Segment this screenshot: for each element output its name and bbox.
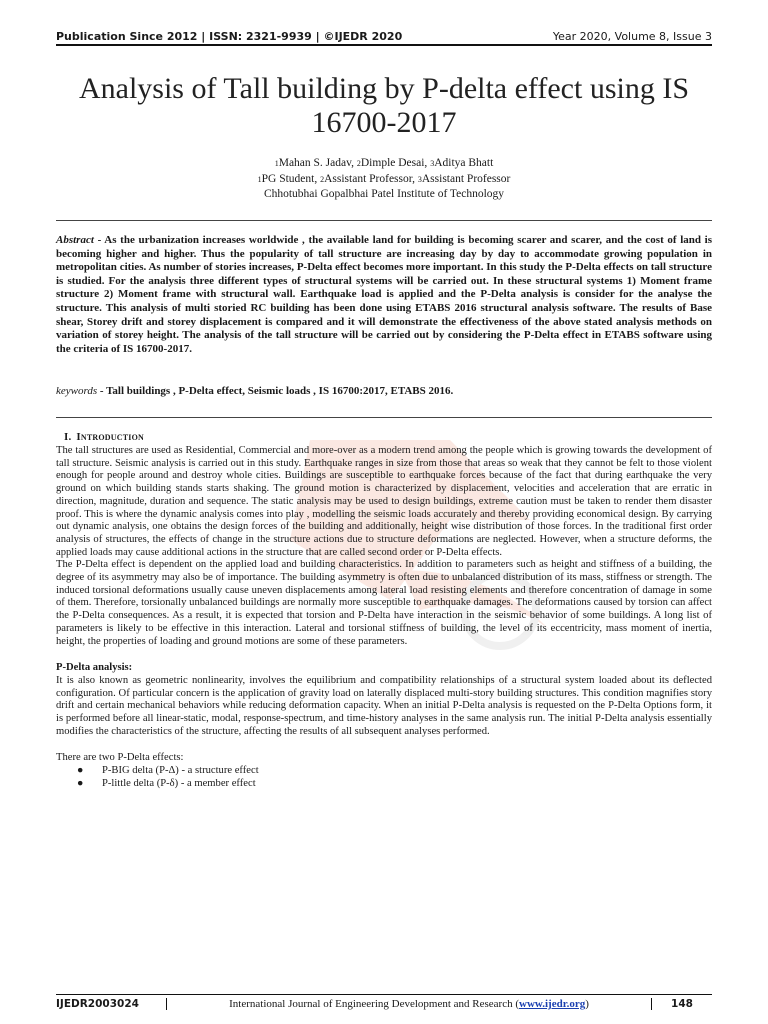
author-name-1: Mahan S. Jadav,	[278, 157, 357, 169]
pdelta-paragraph: It is also known as geometric nonlinearity, involves the equilibrium and compatibility relationships of a structural system loaded about its deflected configuration. Of particular concern is the application of gravity load on laterally displaced multi-story building structures. This condition magnifies story drift and certain mechanical behaviors while reducing deformation capacity. When an initial P-Delta analysis is requested on the P-Delta Options form, it is performed before all linear-static, modal, response-spectrum, and time-history analyses in the same analysis run. The initial P-Delta analysis essentially modifies the characteristics of the structure, affecting the results of all subsequent analyses performed.	[56, 674, 712, 737]
section-heading-introduction	[64, 431, 144, 443]
header-rule	[56, 44, 712, 46]
intro-paragraph-2: The P-Delta effect is dependent on the applied load and building characteristics. In addition to parameters such as height and stiffness of a building, the degree of its asymmetry may also be of importance. The building asymmetry is often due to unbalanced distribution of its mass, stiffness or strength. The induced torsional deformations usually cause uneven displacements among lateral load resisting elements and therefore concentration of damage in some of them. Therefore, torsionally unbalanced buildings are normally more susceptible to earthquake damages. The deformations caused by torsion can affect the P-Delta consequences. As a result, it is expected that torsion and P-Delta have interaction in the seismic behavior of some buildings. A long list of parameters is likely to be effective in this interaction. Lateral and torsional stiffness of building, the level of its eccentricity, mass moment of inertia, height, the properties of loading and ground motions are some of these parameters.	[56, 559, 712, 647]
author-mark-3: 3	[430, 159, 435, 168]
keywords-text: - Tall buildings , P-Delta effect, Seismic loads , IS 16700:2017, ETABS 2016.	[97, 385, 454, 397]
page-number: 148	[671, 998, 693, 1010]
effects-intro: There are two P-Delta effects:	[56, 752, 184, 764]
paper-title: Analysis of Tall building by P-delta effect using IS 16700-2017	[78, 72, 690, 139]
section-title: Introduction	[76, 431, 144, 443]
journal-name	[166, 998, 652, 1010]
effects-list	[56, 765, 712, 790]
journal-suffix: )	[585, 998, 589, 1010]
pdelta-subheading: P-Delta analysis:	[56, 662, 133, 674]
abstract-label: Abstract	[56, 234, 94, 246]
author-name-2: Dimple Desai,	[360, 157, 431, 169]
abstract-bottom-rule	[56, 417, 712, 418]
author-institute: Chhotubhai Gopalbhai Patel Institute of Technology	[263, 188, 505, 200]
list-item	[56, 765, 712, 778]
author-block	[56, 156, 712, 203]
effect-big-delta: P-BIG delta (P-Δ) - a structure effect	[102, 765, 259, 777]
publication-info: Publication Since 2012 | ISSN: 2321-9939 | ©IJEDR 2020	[56, 30, 403, 43]
intro-paragraph-1: The tall structures are used as Residential, Commercial and more-over as a modern trend among the people which is growing towards the development of tall structure. Seismic analysis is carried out in this study. Earthquake ranges in size from those that areas so weak that they cannot be felt to those violent enough for people around and destroy whole cities. Buildings are susceptible to earthquake forces because of the fact that during earthquake the very ground on which building stands starts shaking. The ground motion is characterized by displacement, velocities and acceleration that are erratic in direction, magnitude, duration and sequence. The static analysis may be used to design buildings, extreme caution must be taken to render them disaster proof. This is where the dynamic analysis comes into play , modelling the seismic loads accurately and thereby providing economical design. By carrying out dynamic analysis, one obtains the design forces of the building and additionally, height wise distribution of those forces. In the traditional first order analysis of structures, the effects of change in the structure actions due to structure deformations are neglected. However, when a structure deforms, the applied loads may cause additional actions in the structure that are called second order or P-Delta effects.	[56, 445, 712, 558]
abstract-top-rule	[56, 220, 712, 221]
author-role-3: Assistant Professor	[421, 172, 511, 185]
section-number: I.	[64, 431, 72, 443]
author-role-1: PG Student,	[261, 172, 321, 185]
paper-id: IJEDR2003024	[56, 998, 139, 1010]
author-name-3: Aditya Bhatt	[434, 157, 494, 169]
keywords-label: keywords	[56, 385, 98, 397]
bullet-icon: ●	[77, 777, 84, 789]
abstract	[56, 234, 712, 356]
author-mark-2: 2	[356, 159, 361, 168]
body-text	[56, 445, 712, 791]
abstract-text: - As the urbanization increases worldwide , the available land for building is becoming scarer and scarer, and the cost of land is becoming higher and higher. Thus the popularity of tall structure are increasing day by day to accommodate growing population in metropolitan cities. As number of stories increases, P-Delta effect becomes more important. In this study the P-Delta effects on tall structure is studied. For the analysis three different types of structural systems will be carried out. In these structural systems 1) Moment frame structure 2) Moment frame with structural wall. Earthquake load is applied and the P-Delta analysis is consider for the analyse the structure. This analysis of multi storied RC building has been done using ETABS 2016 structural analysis software. The results of Base shear, Storey drift and storey displacement is compared and it will demonstrate the effectiveness of the above stated analysis methods on variation of storey height. The analysis of the tall structure will be carried out by considering the P-Delta effect in ETABS software using the criteria of IS 16700-2017.	[56, 234, 712, 355]
keywords	[56, 384, 712, 398]
role-mark-1: 1	[257, 174, 262, 184]
role-mark-2: 2	[320, 174, 325, 184]
list-item	[56, 778, 712, 791]
author-names	[56, 156, 712, 172]
journal-prefix: International Journal of Engineering Development and Research (	[229, 998, 519, 1010]
running-header	[56, 27, 712, 43]
volume-issue: Year 2020, Volume 8, Issue 3	[552, 30, 712, 43]
author-role-2: Assistant Professor,	[324, 172, 418, 185]
journal-link[interactable]: www.ijedr.org	[519, 998, 586, 1010]
author-mark-1: 1	[274, 159, 279, 168]
running-footer	[56, 994, 712, 1014]
bullet-icon: ●	[77, 765, 84, 777]
effect-little-delta: P-little delta (P-δ) - a member effect	[102, 777, 256, 789]
role-mark-3: 3	[417, 174, 422, 184]
author-roles	[56, 172, 712, 188]
